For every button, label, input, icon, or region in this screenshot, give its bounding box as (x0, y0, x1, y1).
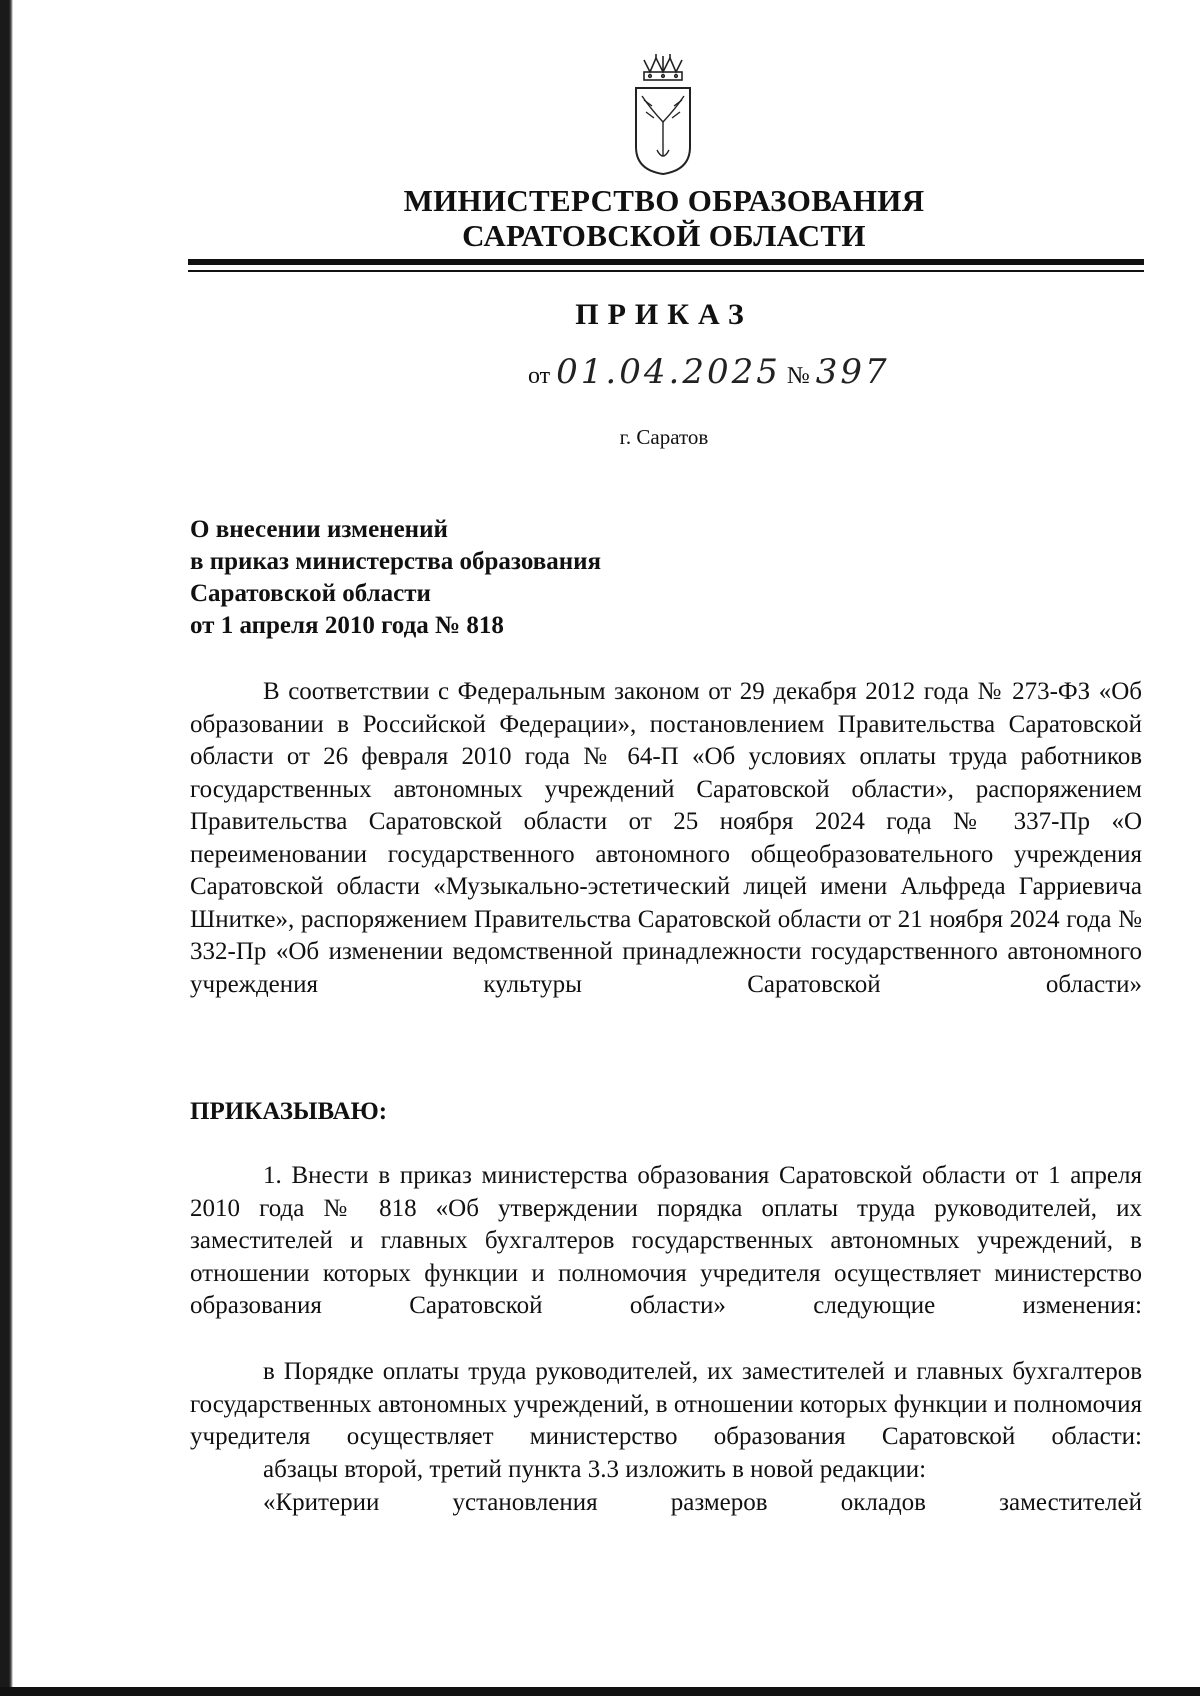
scan-bottom-edge (0, 1687, 1200, 1696)
number-prefix: № (786, 363, 810, 389)
header-divider-thick (188, 259, 1144, 265)
date-prefix: от (528, 363, 551, 389)
order-directive-heading: ПРИКАЗЫВАЮ: (190, 1098, 388, 1125)
subject-line: в приказ министерства образования (190, 548, 602, 575)
subject-line: от 1 апреля 2010 года № 818 (190, 612, 504, 639)
quote-start-paragraph: «Критерии установления размеров окладов заместителей (263, 1489, 1142, 1516)
subject-line: О внесении изменений (190, 516, 448, 543)
header-divider-thin (188, 270, 1144, 272)
handwritten-date: 01.04.2025 (556, 352, 781, 392)
scan-left-edge (0, 0, 13, 1696)
handwritten-number: 397 (815, 352, 890, 392)
city-line: г. Саратов (619, 425, 709, 449)
coat-of-arms-icon (630, 52, 696, 177)
order-subject (190, 514, 601, 642)
document-type-title: ПРИКАЗ (575, 298, 753, 331)
ministry-name-line1: МИНИСТЕРСТВО ОБРАЗОВАНИЯ (403, 183, 925, 218)
subject-line: Саратовской области (190, 580, 431, 607)
ministry-name-line2: САРАТОВСКОЙ ОБЛАСТИ (462, 218, 866, 253)
preamble-paragraph: В соответствии с Федеральным законом от 29 декабря 2012 года № 273-ФЗ «Об образовании в Российской Федерации», постановлением Правительства Саратовской области от 26 февраля 2010 года № 64-П «Об условиях оплаты труда работников государственных автономных учреждений Саратовской области», распоряжением Правительства Саратовской области от 25 ноября 2024 года № 337-Пр «О переименовании государственного автономного общеобразовательного учреждения Саратовской области «Музыкально-эстетический лицей имени Альфреда Гарриевича Шнитке», распоряжением Правительства Саратовской области от 21 ноября 2024 года № 332-Пр «Об изменении ведомственной принадлежности государственного автономного учреждения культуры Саратовской области» (190, 678, 1142, 998)
item-1-sub-paragraph-2: абзацы второй, третий пункта 3.3 изложить в новой редакции: (263, 1456, 927, 1483)
item-1-sub-paragraph: в Порядке оплаты труда руководителей, их заместителей и главных бухгалтеров государственных автономных учреждений, в отношении которых функции и полномочия учредителя осуществляет министерство образования Саратовской области: (190, 1358, 1142, 1450)
item-1-paragraph: 1. Внести в приказ министерства образования Саратовской области от 1 апреля 2010 года № 818 «Об утверждении порядка оплаты труда руководителей, их заместителей и главных бухгалтеров государственных автономных учреждений, в отношении которых функции и полномочия учредителя осуществляет министерство образования Саратовской области» следующие изменения: (190, 1162, 1142, 1319)
order-date-number-line (528, 352, 890, 392)
